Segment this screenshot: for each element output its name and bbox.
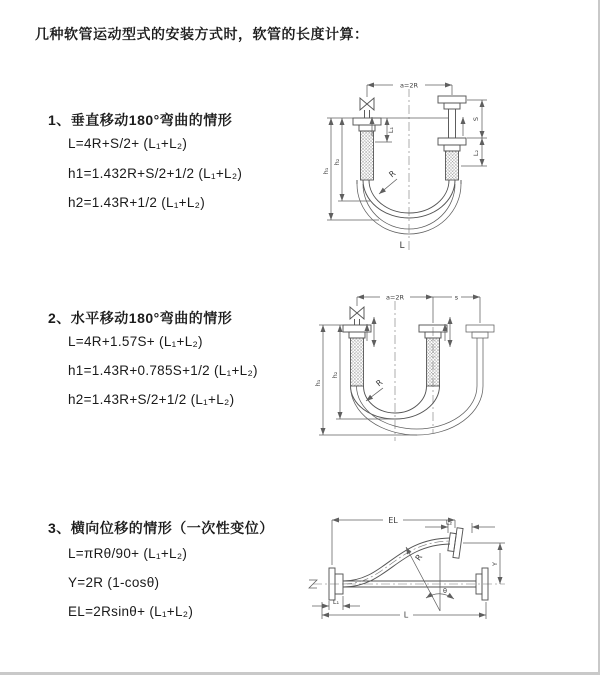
dim-l1-label: L₁: [332, 598, 340, 606]
dim-l-label: L: [403, 610, 409, 620]
length-label: L: [399, 241, 405, 251]
radius-label: R: [413, 552, 425, 563]
valve-icon: [350, 307, 364, 319]
formula-s2-h1: h1=1.43R+0.785S+1/2 (L₁+L₂): [68, 363, 258, 378]
dim-h2-label: h₂: [331, 371, 339, 379]
diagram-lateral-displacement: [300, 503, 600, 648]
formula-s1-h1: h1=1.432R+S/2+1/2 (L₁+L₂): [68, 166, 243, 181]
section-3-heading: 3、横向位移的情形（一次性变位）: [48, 520, 274, 536]
formula-s3-Y: Y=2R (1-cosθ): [68, 575, 160, 590]
moved-flange: [466, 325, 494, 338]
formula-s1-L: L=4R+S/2+ (L₁+L₂): [68, 136, 188, 151]
hose-u-curves: [351, 386, 484, 435]
left-hose-braid: [361, 131, 374, 180]
dim-l2-label: L₂: [472, 149, 480, 157]
hose-s-curve: [343, 538, 450, 587]
dim-l1-label: L₁: [387, 126, 395, 134]
valve-icon: [360, 98, 374, 110]
diagram-vertical-180-bend: [315, 72, 591, 258]
left-flange: [353, 118, 381, 125]
dim-el-label: EL: [388, 516, 398, 525]
dim-s-label: s: [454, 293, 459, 302]
right-flange-lower: [438, 138, 466, 145]
left-hose-braid: [351, 338, 364, 386]
radius-label: R: [374, 377, 385, 389]
formula-s2-L: L=4R+1.57S+ (L₁+L₂): [68, 334, 203, 349]
right-hose-braid: [446, 151, 459, 180]
section-1-heading: 1、垂直移动180°弯曲的情形: [48, 112, 233, 128]
section-2-heading: 2、水平移动180°弯曲的情形: [48, 310, 233, 326]
moved-flange: [447, 527, 463, 558]
theta-label: θ: [443, 587, 447, 595]
dim-a2r-label: a=2R: [385, 293, 405, 302]
formula-s1-h2: h2=1.43R+1/2 (L₁+L₂): [68, 195, 206, 210]
radius-line: [406, 547, 440, 611]
formula-s3-EL: EL=2Rsinθ+ (L₁+L₂): [68, 604, 194, 619]
dim-l2-label: L₂: [445, 518, 453, 527]
dim-a2r-label: a=2R: [399, 81, 419, 90]
right-flange-upper: [438, 96, 466, 103]
dim-s-label: S: [472, 116, 480, 122]
formula-s3-L: L=πRθ/90+ (L₁+L₂): [68, 546, 188, 561]
formula-s2-h2: h2=1.43R+S/2+1/2 (L₁+L₂): [68, 392, 235, 407]
middle-hose-braid: [427, 338, 440, 386]
dim-h1-label: h₁: [314, 379, 322, 387]
dim-h1-label: h₁: [322, 167, 330, 175]
page-title: 几种软管运动型式的安装方式时，软管的长度计算：: [35, 26, 369, 42]
dim-h2-label: h₂: [333, 158, 341, 166]
diagram-horizontal-180-bend: [310, 283, 600, 461]
radius-label: R: [387, 168, 398, 180]
dim-y-label: Y: [491, 562, 499, 566]
